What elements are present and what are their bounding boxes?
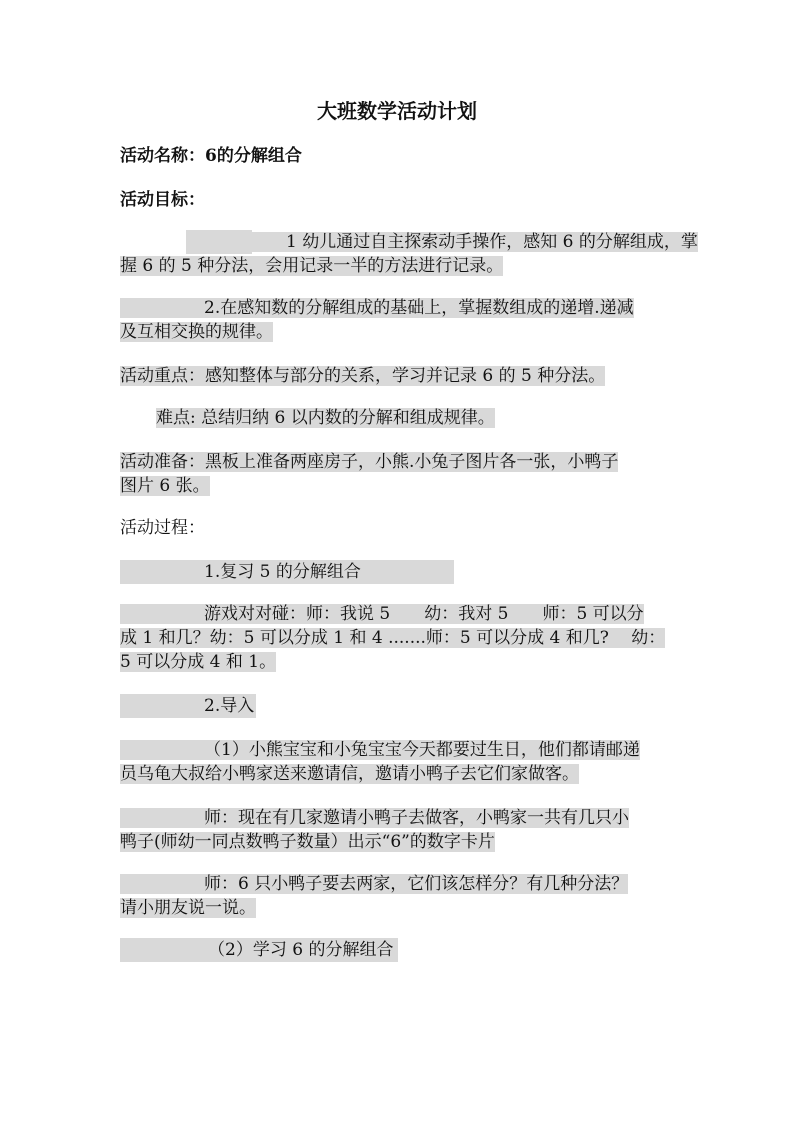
- goal-1: [120, 230, 698, 278]
- step-3: [120, 938, 676, 962]
- game-dialogue: [120, 602, 676, 674]
- preparation-line-1: 活动准备：黑板上准备两座房子，小熊.小兔子图片各一张，小鸭子: [120, 452, 619, 472]
- intro-3-line-2: 请小朋友说一说。: [120, 898, 256, 918]
- step-2-text: 2.导入: [120, 694, 256, 718]
- intro-2: [120, 806, 676, 854]
- goal-1-line-2: 握 6 的 5 种分法，会用记录一半的方法进行记录。: [120, 256, 504, 276]
- process-heading: 活动过程：: [120, 518, 205, 538]
- goal-heading: 活动目标：: [120, 190, 205, 210]
- step-2: [120, 694, 676, 718]
- highlight-spacer: [186, 230, 252, 254]
- activity-name: 活动名称：6的分解组合: [120, 146, 302, 166]
- preparation-line-2: 图片 6 张。: [120, 476, 210, 496]
- key-point: [120, 364, 676, 388]
- game-line-3: 5 可以分成 4 和 1。: [120, 652, 277, 672]
- key-point-text: 活动重点：感知整体与部分的关系，学习并记录 6 的 5 种分法。: [120, 366, 606, 386]
- intro-2-line-2: 鸭子(师幼一同点数鸭子数量）出示“6”的数字卡片: [120, 832, 495, 852]
- goal-2: [120, 296, 676, 344]
- intro-1: [120, 738, 676, 786]
- intro-3-line-1: 师：6 只小鸭子要去两家，它们该怎样分？有几种分法？: [120, 874, 628, 894]
- game-line-2: 成 1 和几？幼：5 可以分成 1 和 4 .......师：5 可以分成 4 和几? 幼：: [120, 628, 666, 648]
- goal-2-line-2: 及互相交换的规律。: [120, 322, 273, 342]
- intro-3: [120, 872, 676, 920]
- difficulty: [156, 406, 712, 430]
- goal-1-line-1: 1 幼儿通过自主探索动手操作，感知 6 的分解组成，掌: [252, 232, 698, 252]
- step-1: [120, 560, 676, 584]
- step-3-text: （2）学习 6 的分解组合: [120, 938, 398, 962]
- goal-2-line-1: 2.在感知数的分解组成的基础上，掌握数组成的递增.递减: [120, 298, 634, 318]
- step-1-text: 1.复习 5 的分解组合: [120, 560, 454, 584]
- intro-1-line-2: 员乌龟大叔给小鸭家送来邀请信，邀请小鸭子去它们家做客。: [120, 764, 579, 784]
- intro-2-line-1: 师：现在有几家邀请小鸭子去做客，小鸭家一共有几只小: [120, 808, 629, 828]
- preparation: [120, 450, 676, 498]
- intro-1-line-1: （1）小熊宝宝和小兔宝宝今天都要过生日，他们都请邮递: [120, 740, 640, 760]
- document-title: 大班数学活动计划: [317, 99, 477, 123]
- difficulty-text: 难点: 总结归纳 6 以内数的分解和组成规律。: [156, 408, 495, 428]
- game-line-1: 游戏对对碰：师：我说 5 幼：我对 5 师：5 可以分: [120, 604, 644, 624]
